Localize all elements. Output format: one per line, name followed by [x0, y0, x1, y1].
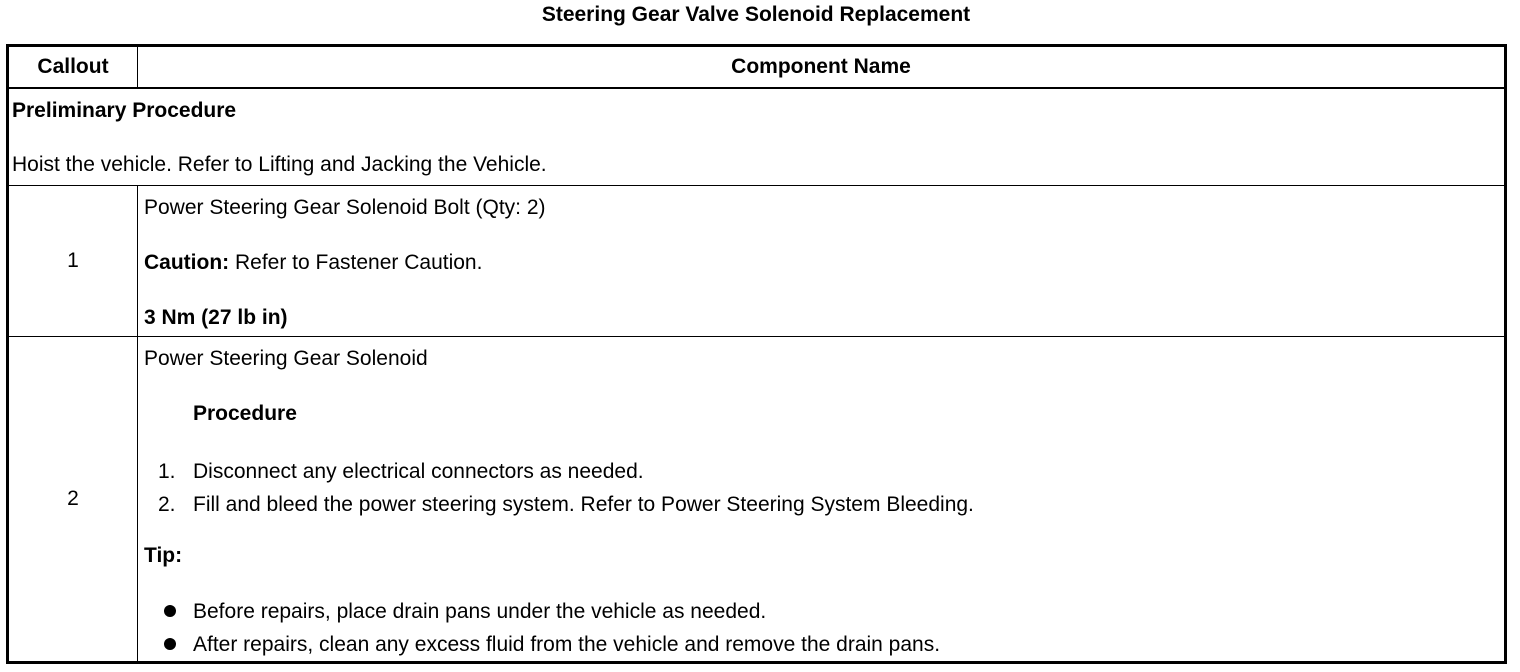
- document-title: Steering Gear Valve Solenoid Replacement: [541, 3, 971, 26]
- step-number: 2.: [158, 493, 176, 516]
- component-name: Power Steering Gear Solenoid Bolt (Qty: 2): [144, 196, 546, 219]
- list-item: [144, 595, 1504, 628]
- callout-number: 1: [8, 186, 138, 337]
- caution-line: [144, 250, 1504, 276]
- callout-header: Callout: [8, 46, 138, 89]
- list-item: [144, 455, 1504, 488]
- callout-number: 2: [8, 337, 138, 663]
- preliminary-row: [8, 88, 1506, 186]
- tip-label: Tip:: [144, 544, 183, 567]
- procedure-table: [6, 44, 1507, 664]
- caution-text: Refer to Fastener Caution.: [229, 251, 483, 274]
- preliminary-heading: Preliminary Procedure: [12, 99, 237, 122]
- table-row: [8, 186, 1506, 337]
- tip-list: [144, 595, 1504, 661]
- bullet-icon: [164, 638, 176, 650]
- list-item: [144, 628, 1504, 661]
- preliminary-cell: [8, 88, 1506, 186]
- component-name: Power Steering Gear Solenoid: [144, 347, 428, 370]
- step-text: Fill and bleed the power steering system. Refer to Power Steering System Bleeding.: [193, 493, 974, 516]
- caution-label: Caution:: [144, 251, 230, 274]
- component-cell: [138, 337, 1506, 663]
- tip-text: Before repairs, place drain pans under the vehicle as needed.: [193, 600, 767, 623]
- component-name-header: Component Name: [138, 46, 1506, 89]
- preliminary-text: Hoist the vehicle. Refer to Lifting and Jacking the Vehicle.: [12, 153, 547, 176]
- procedure-steps: [144, 455, 1504, 521]
- table-row: [8, 337, 1506, 663]
- step-number: 1.: [158, 460, 176, 483]
- tip-text: After repairs, clean any excess fluid from the vehicle and remove the drain pans.: [193, 633, 941, 656]
- header-row: [8, 46, 1506, 89]
- procedure-heading: Procedure: [193, 402, 297, 425]
- bullet-icon: [164, 605, 176, 617]
- list-item: [144, 488, 1504, 521]
- component-cell: [138, 186, 1506, 337]
- step-text: Disconnect any electrical connectors as needed.: [193, 460, 644, 483]
- torque-spec: 3 Nm (27 lb in): [144, 306, 288, 329]
